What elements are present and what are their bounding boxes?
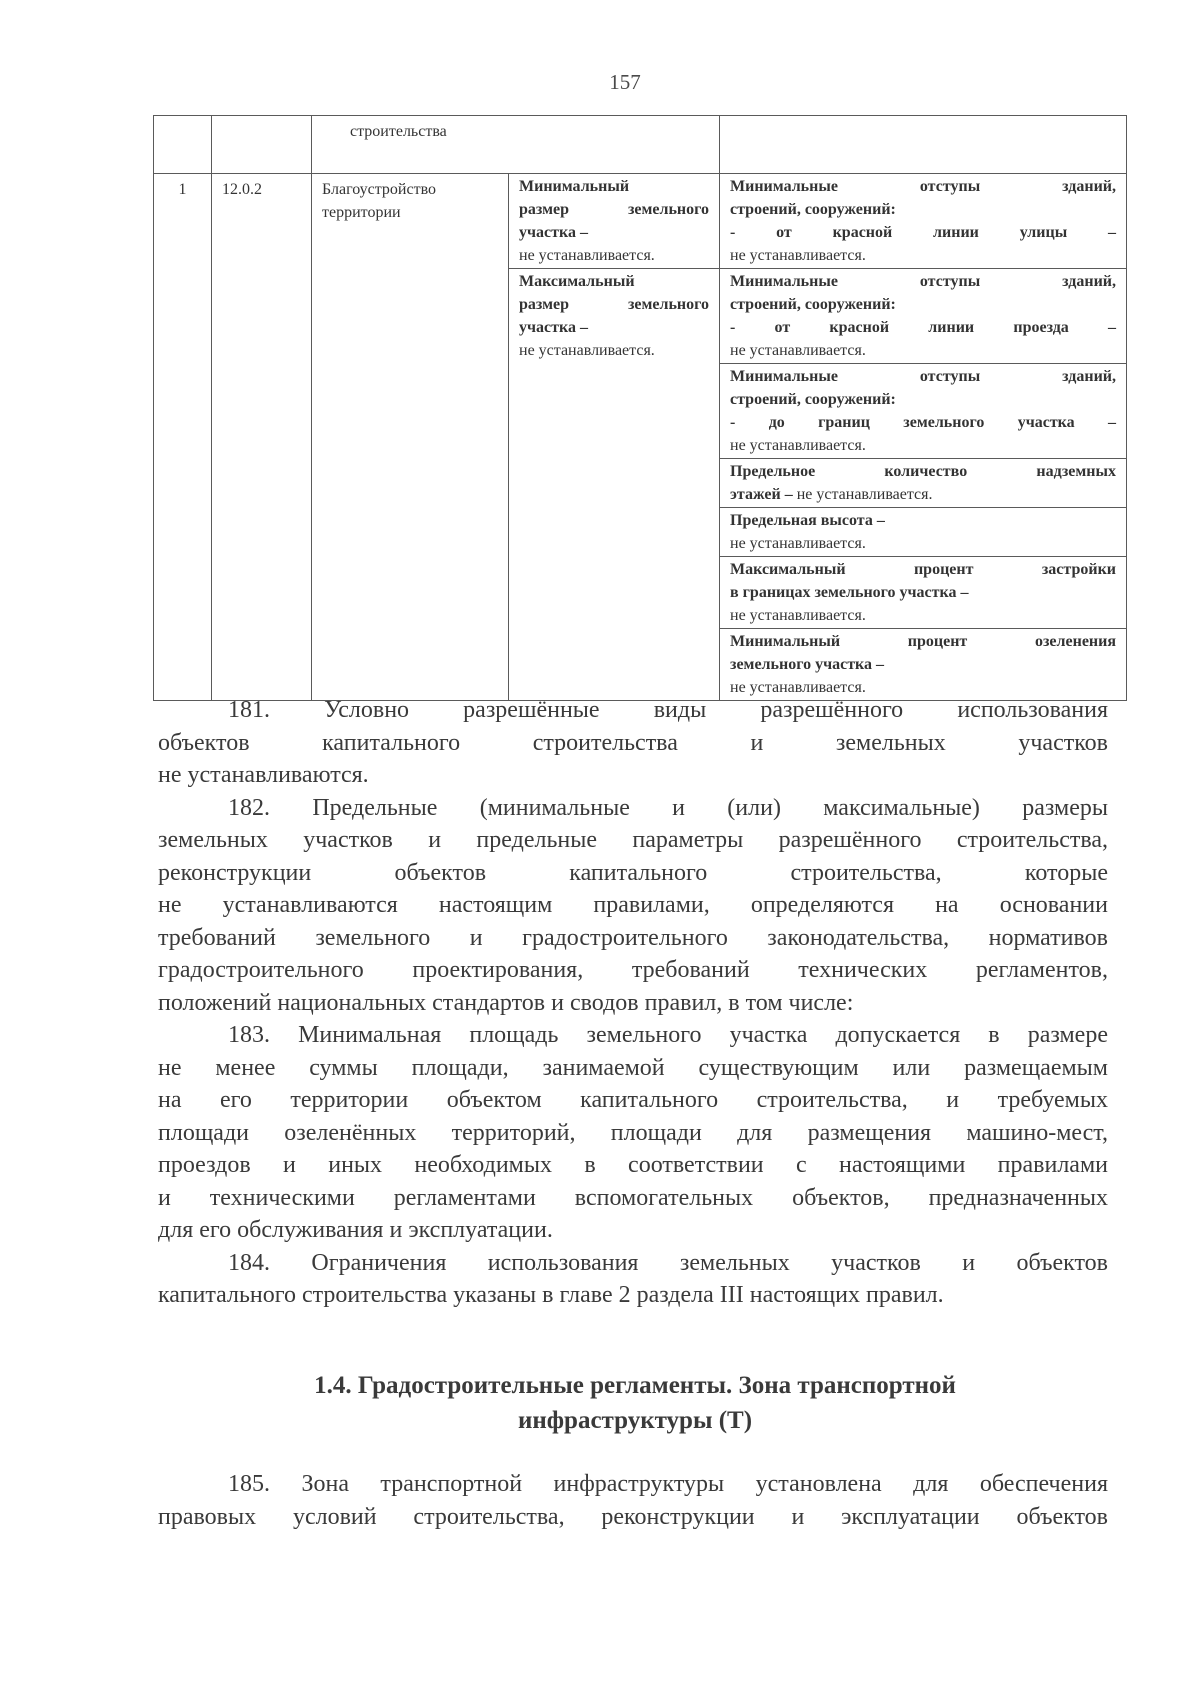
- paragraph-183: 183. Минимальная площадь земельного участка допускается в размере не менее суммы площади, занимаемой существующим или размещаемым на его территории объектом капитального строительства, и требуемых площади озеленённых территорий, площади для размещения машино-мест, проездов и иных необходимых в соответствии с настоящими правилами и техническими регламентами вспомогательных объектов, предназначенных для его обслуживания и эксплуатации.: [158, 1022, 1108, 1243]
- table-cell-code: 12.0.2: [212, 174, 312, 701]
- paragraph-185: 185. Зона транспортной инфраструктуры установлена для обеспечения правовых условий строительства, реконструкции и эксплуатации объектов: [158, 1471, 1108, 1530]
- param-height: Предельная высота – не устанавливается.: [720, 508, 1126, 557]
- section-heading: 1.4. Градостроительные регламенты. Зона транспортной инфраструктуры (Т): [314, 1372, 956, 1434]
- param-setback-street: Минимальные отступы зданий, строений, сооружений: - от красной линии улицы – не устанавливается.: [720, 174, 1126, 269]
- regulations-table: [153, 115, 1127, 701]
- table-cell-use-name: Благоустройство территории: [312, 174, 509, 701]
- param-build-percent: Максимальный процент застройки в границах земельного участка – не устанавливается.: [720, 557, 1126, 629]
- page-number: 157: [609, 70, 641, 94]
- paragraph-184: 184. Ограничения использования земельных участков и объектов капитального строительства указаны в главе 2 раздела III настоящих правил.: [158, 1249, 1108, 1308]
- table-cell-building-params: [720, 174, 1127, 701]
- param-setback-boundary: Минимальные отступы зданий, строений, сооружений: - до границ земельного участка – не устанавливается.: [720, 364, 1126, 459]
- param-green-percent: Минимальный процент озеленения земельного участка – не устанавливается.: [730, 633, 1117, 696]
- body-text: [158, 694, 1108, 1312]
- paragraph-181: 181. Условно разрешённые виды разрешённого использования объектов капитального строительства и земельных участков не устанавливаются.: [158, 697, 1108, 788]
- param-min-plot-size: Минимальный размер земельного участка – не устанавливается.: [509, 174, 719, 269]
- param-floors: Предельное количество надземных этажей – не устанавливается.: [720, 459, 1126, 508]
- table-row: [154, 174, 1127, 701]
- param-setback-driveway: Минимальные отступы зданий, строений, сооружений: - от красной линии проезда – не устанавливается.: [720, 269, 1126, 364]
- table-row: [154, 116, 1127, 174]
- table-cell-plot-size: [509, 174, 720, 701]
- table-cell-name: строительства: [312, 116, 720, 174]
- body-text-continued: [158, 1468, 1108, 1533]
- table-cell-number: 1: [154, 174, 212, 701]
- paragraph-182: 182. Предельные (минимальные и (или) максимальные) размеры земельных участков и предельные параметры разрешённого строительства, реконструкции объектов капитального строительства, которые не устанавливаются настоящим правилами, определяются на основании требований земельного и градостроительного законодательства, нормативов градостроительного проектирования, требований технических регламентов, положений национальных стандартов и сводов правил, в том числе:: [158, 794, 1108, 1016]
- param-max-plot-size: Максимальный размер земельного участка – не устанавливается.: [519, 273, 710, 359]
